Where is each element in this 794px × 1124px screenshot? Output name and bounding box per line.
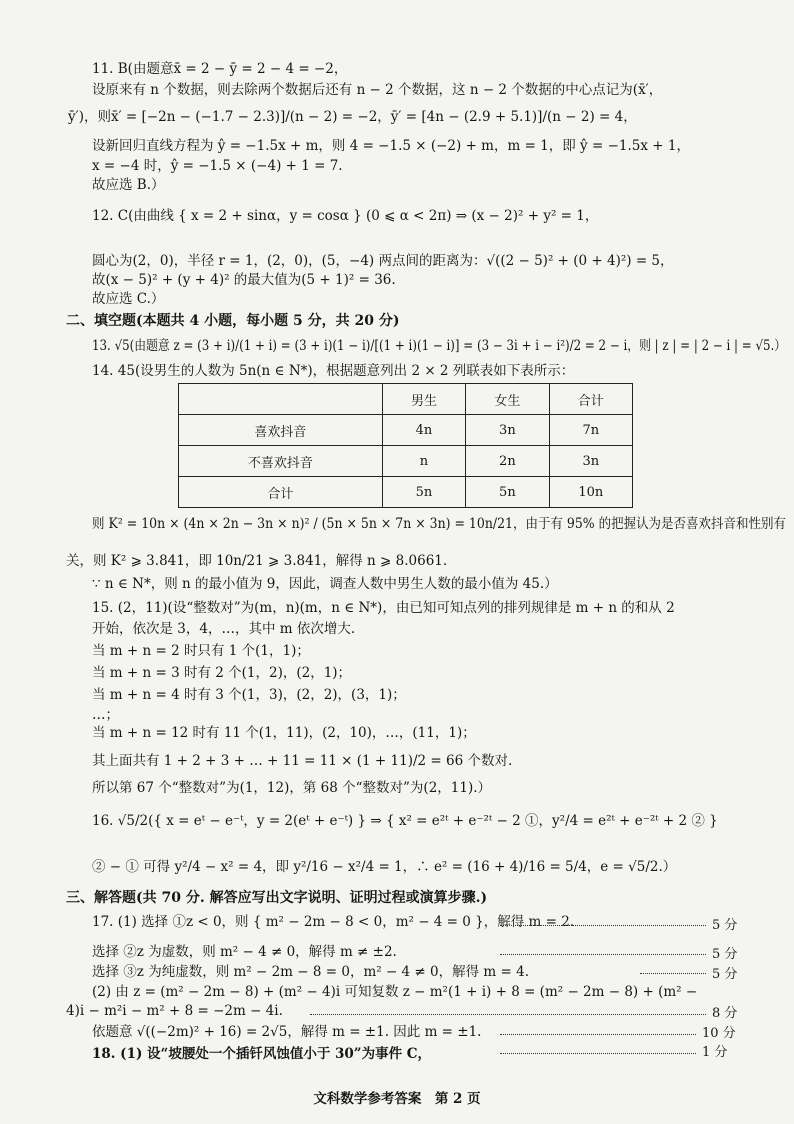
score-leader xyxy=(500,1034,696,1035)
q15-line-9: 所以第 67 个“整数对”为(1，12)，第 68 个“整数对”为(2，11).） xyxy=(92,780,492,796)
table-cell: 不喜欢抖音 xyxy=(179,446,383,477)
q11-line-6: 故应选 B.） xyxy=(92,177,165,193)
q17-line-4: (2) 由 z = (m² − 2m − 8) + (m² − 4)i 可知复数 z − m²(1 + i) + 8 = (m² − 2m − 8) + (m² − xyxy=(92,984,698,1000)
table-header-cell: 女生 xyxy=(466,384,549,415)
q15-line-5: 当 m + n = 4 时有 3 个(1，3)，(2，2)，(3，1)； xyxy=(92,687,406,703)
q16-line-1: 16. √5/2({ x = eᵗ − e⁻ᵗ，y = 2(eᵗ + e⁻ᵗ) } ⇒ { x² = e²ᵗ + e⁻²ᵗ − 2 ①，y²/4 = e²ᵗ + e⁻²ᵗ + 2 ② } xyxy=(92,813,718,829)
table-cell: 2n xyxy=(466,446,549,477)
section-answer-heading: 三、解答题(共 70 分. 解答应写出文字说明、证明过程或演算步骤.) xyxy=(66,890,488,906)
table-cell: 3n xyxy=(466,415,549,446)
page-footer: 文科数学参考答案 第 2 页 xyxy=(313,1091,481,1107)
q11-line-1: 11. B(由题意x̄ = 2 − ȳ = 2 − 4 = −2， xyxy=(92,61,348,77)
q17-line-6: 依题意 √((−2m)² + 16) = 2√5，解得 m = ±1. 因此 m = ±1. xyxy=(92,1024,482,1040)
q15-line-2: 开始，依次是 3，4，…，其中 m 依次增大. xyxy=(92,621,356,637)
score-label: 5 分 xyxy=(712,947,738,962)
q18-line-1: 18. (1) 设“坡腰处一个插钎风蚀值小于 30”为事件 C， xyxy=(92,1046,432,1062)
table-cell: 4n xyxy=(382,415,465,446)
score-label: 10 分 xyxy=(702,1026,736,1041)
q15-line-7: 当 m + n = 12 时有 11 个(1，11)，(2，10)，…，(11，1)； xyxy=(92,725,476,741)
q14-line-1: 14. 45(设男生的人数为 5n(n ∈ N*)，根据题意列出 2 × 2 列联表如下表所示： xyxy=(92,363,575,379)
q14-line-2: 则 K² = 10n × (4n × 2n − 3n × n)² / (5n × 5n × 7n × 3n) = 10n/21，由于有 95% 的把握认为是否喜欢抖音和性别有 xyxy=(92,516,786,532)
score-leader xyxy=(500,925,706,926)
section-fill-in-heading: 二、填空题(本题共 4 小题，每小题 5 分，共 20 分) xyxy=(66,313,400,329)
table-cell: 10n xyxy=(549,477,632,508)
table-row xyxy=(179,384,633,415)
table-cell: n xyxy=(382,446,465,477)
q11-line-2: 设原来有 n 个数据，则去除两个数据后还有 n − 2 个数据，这 n − 2 个数据的中心点记为(x̄′， xyxy=(92,82,663,98)
score-label: 8 分 xyxy=(712,1006,738,1021)
q15-line-6: …； xyxy=(92,707,119,723)
table-header-cell: 男生 xyxy=(382,384,465,415)
q13-line-1: 13. √5(由题意 z = (3 + i)/(1 + i) = (3 + i)(1 − i)/[(1 + i)(1 − i)] = (3 − 3i + i − i²)/2 = 2 − i，则 | z | = | 2 − i | = √5.） xyxy=(92,338,787,354)
q12-line-1: 12. C(由曲线 { x = 2 + sinα，y = cosα } (0 ⩽ α < 2π) ⇒ (x − 2)² + y² = 1， xyxy=(92,208,599,224)
q12-line-4: 故应选 C.） xyxy=(92,291,165,307)
contingency-table xyxy=(178,383,633,508)
q15-line-4: 当 m + n = 3 时有 2 个(1，2)，(2，1)； xyxy=(92,665,352,681)
score-label: 5 分 xyxy=(712,967,738,982)
table-row xyxy=(179,415,633,446)
table-cell: 5n xyxy=(466,477,549,508)
q14-line-4: ∵ n ∈ N*，则 n 的最小值为 9，因此，调查人数中男生人数的最小值为 45.） xyxy=(92,576,558,592)
q15-line-8: 其上面共有 1 + 2 + 3 + … + 11 = 11 × (1 + 11)/2 = 66 个数对. xyxy=(92,753,513,769)
q17-line-3: 选择 ③z 为纯虚数，则 m² − 2m − 8 = 0，m² − 4 ≠ 0，解得 m = 4. xyxy=(92,964,529,980)
table-row xyxy=(179,446,633,477)
score-leader xyxy=(500,1053,696,1054)
table-cell: 7n xyxy=(549,415,632,446)
q15-line-1: 15. (2，11)(设“整数对”为(m，n)(m，n ∈ N*)，由已知可知点列的排列规律是 m + n 的和从 2 xyxy=(92,600,675,616)
q12-line-3: 故(x − 5)² + (y + 4)² 的最大值为(5 + 1)² = 36. xyxy=(92,272,396,288)
table-cell: 合计 xyxy=(179,477,383,508)
q17-line-2: 选择 ②z 为虚数，则 m² − 4 ≠ 0，解得 m ≠ ±2. xyxy=(92,944,397,960)
q12-line-2: 圆心为(2，0)，半径 r = 1，(2，0)，(5，−4) 两点间的距离为：√((2 − 5)² + (0 + 4)²) = 5， xyxy=(92,253,674,269)
q15-line-3: 当 m + n = 2 时只有 1 个(1，1)； xyxy=(92,643,310,659)
q14-line-3: 关，则 K² ⩾ 3.841，即 10n/21 ⩾ 3.841，解得 n ⩾ 8.0661. xyxy=(66,553,448,569)
table-row xyxy=(179,477,633,508)
table-header-cell: 合计 xyxy=(549,384,632,415)
score-leader xyxy=(310,1014,706,1015)
score-leader xyxy=(640,973,706,974)
score-leader xyxy=(500,954,706,955)
q17-line-1: 17. (1) 选择 ①z < 0，则 { m² − 2m − 8 < 0，m² − 4 = 0 }，解得 m = 2. xyxy=(92,914,575,930)
table-cell: 3n xyxy=(549,446,632,477)
q11-line-5: x = −4 时，ŷ = −1.5 × (−4) + 1 = 7. xyxy=(92,158,343,174)
table-cell: 5n xyxy=(382,477,465,508)
table-header-cell xyxy=(179,384,383,415)
q16-line-2: ② − ① 可得 y²/4 − x² = 4，即 y²/16 − x²/4 = 1，∴ e² = (16 + 4)/16 = 5/4，e = √5/2.） xyxy=(92,859,677,875)
q17-line-5: 4)i − m²i − m² + 8 = −2m − 4i. xyxy=(66,1003,283,1019)
table-cell: 喜欢抖音 xyxy=(179,415,383,446)
q11-line-4: 设新回归直线方程为 ŷ = −1.5x + m，则 4 = −1.5 × (−2) + m，m = 1，即 ŷ = −1.5x + 1， xyxy=(92,138,690,154)
score-label: 1 分 xyxy=(702,1045,728,1060)
score-label: 5 分 xyxy=(712,918,738,933)
q11-line-3: ȳ′)，则x̄′ = [−2n − (−1.7 − 2.3)]/(n − 2) = −2，ȳ′ = [4n − (2.9 + 5.1)]/(n − 2) = 4， xyxy=(68,109,637,125)
